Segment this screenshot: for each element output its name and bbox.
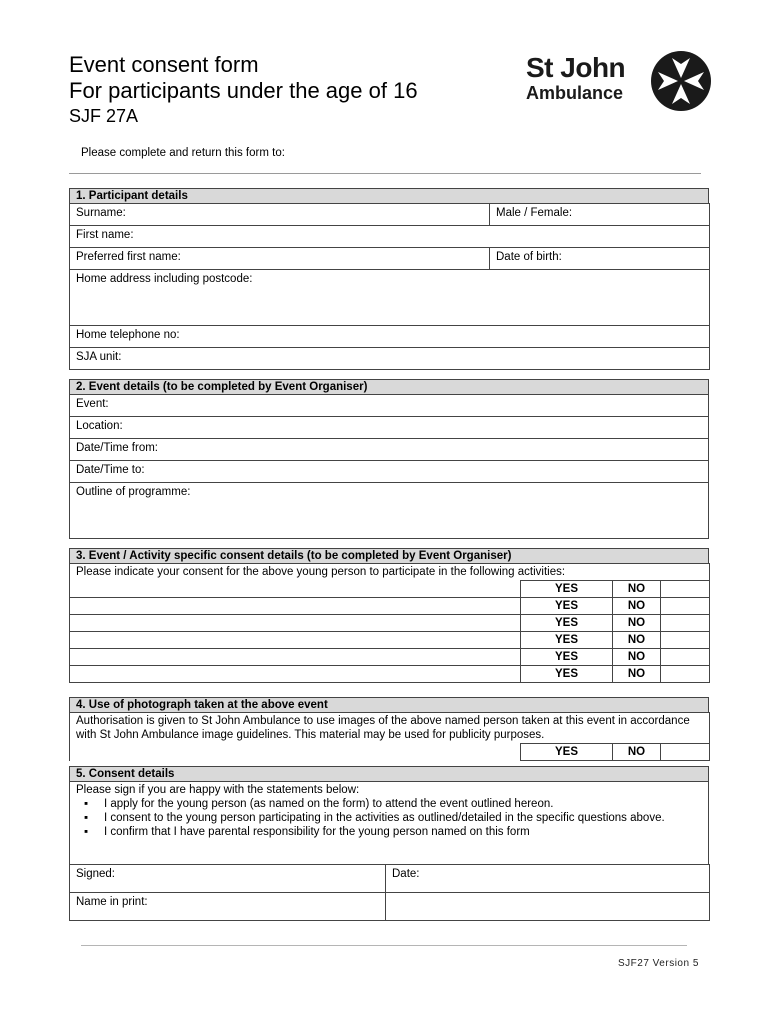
logo-line-1: St John — [526, 52, 626, 83]
footer-divider — [81, 945, 687, 946]
title-line-1: Event consent form — [69, 52, 259, 77]
name-in-print-field[interactable]: Name in print: — [70, 893, 386, 921]
st-john-logo — [526, 50, 712, 112]
activity-row — [70, 632, 710, 649]
yes-option[interactable]: YES — [521, 666, 613, 683]
activity-instruction: Please indicate your consent for the above young person to participate in the following activities: — [70, 564, 710, 581]
maltese-cross-icon — [650, 50, 712, 112]
title-line-2: For participants under the age of 16 — [69, 78, 418, 103]
activity-row — [70, 615, 710, 632]
section-heading: 5. Consent details — [69, 766, 709, 781]
form-code: SJF 27A — [69, 106, 139, 126]
consent-details-section — [69, 766, 709, 921]
logo-line-2: Ambulance — [526, 83, 624, 103]
return-address-line — [69, 173, 701, 174]
photo-yes-option[interactable]: YES — [521, 744, 613, 761]
photo-no-option[interactable]: NO — [613, 744, 661, 761]
photo-answer-box[interactable] — [661, 744, 710, 761]
gender-field[interactable]: Male / Female: — [490, 204, 710, 226]
event-details-section — [69, 379, 709, 539]
answer-box[interactable] — [661, 649, 710, 666]
no-option[interactable]: NO — [613, 649, 661, 666]
no-option[interactable]: NO — [613, 615, 661, 632]
participant-details-section — [69, 188, 709, 370]
date-field[interactable]: Date: — [386, 865, 710, 893]
answer-box[interactable] — [661, 581, 710, 598]
preferred-name-field[interactable]: Preferred first name: — [70, 248, 490, 270]
consent-intro: Please sign if you are happy with the statements below: — [76, 784, 360, 796]
section-heading: 1. Participant details — [69, 188, 709, 203]
section-heading: 4. Use of photograph taken at the above event — [69, 697, 709, 712]
answer-box[interactable] — [661, 615, 710, 632]
return-instruction: Please complete and return this form to: — [81, 147, 285, 159]
activity-row — [70, 598, 710, 615]
no-option[interactable]: NO — [613, 632, 661, 649]
activity-consent-section — [69, 548, 709, 683]
consent-statement: ▪ I confirm that I have parental responsibility for the young person named on this form — [84, 825, 702, 839]
photograph-authorisation-text: Authorisation is given to St John Ambulance to use images of the above named person taken at this event in accordance with St John Ambulance image guidelines. This material may be used for publicity purposes. — [70, 713, 710, 744]
consent-statement: ▪ I consent to the young person participating in the activities as outlined/detailed in the specific questions above. — [84, 811, 702, 825]
no-option[interactable]: NO — [613, 581, 661, 598]
signature-field[interactable]: Signed: — [70, 865, 386, 893]
dob-field[interactable]: Date of birth: — [490, 248, 710, 270]
yes-option[interactable]: YES — [521, 649, 613, 666]
activity-row — [70, 649, 710, 666]
answer-box[interactable] — [661, 598, 710, 615]
yes-option[interactable]: YES — [521, 632, 613, 649]
surname-field[interactable]: Surname: — [70, 204, 490, 226]
yes-option[interactable]: YES — [521, 581, 613, 598]
activity-field[interactable] — [70, 632, 521, 649]
no-option[interactable]: NO — [613, 666, 661, 683]
event-field[interactable]: Event: — [70, 395, 709, 417]
activity-row — [70, 581, 710, 598]
no-option[interactable]: NO — [613, 598, 661, 615]
programme-outline-field[interactable]: Outline of programme: — [70, 483, 709, 539]
activity-row — [70, 666, 710, 683]
activity-field[interactable] — [70, 649, 521, 666]
first-name-field[interactable]: First name: — [70, 226, 710, 248]
activity-field[interactable] — [70, 598, 521, 615]
address-field[interactable]: Home address including postcode: — [70, 270, 710, 326]
activity-field[interactable] — [70, 581, 521, 598]
date-from-field[interactable]: Date/Time from: — [70, 439, 709, 461]
answer-box[interactable] — [661, 632, 710, 649]
location-field[interactable]: Location: — [70, 417, 709, 439]
consent-statement: ▪ I apply for the young person (as named on the form) to attend the event outlined hereon. — [84, 797, 702, 811]
photograph-consent-section — [69, 697, 709, 761]
section-heading: 2. Event details (to be completed by Event Organiser) — [69, 379, 709, 394]
version-label: SJF27 Version 5 — [618, 958, 699, 969]
section-heading: 3. Event / Activity specific consent details (to be completed by Event Organiser) — [69, 548, 709, 563]
sja-unit-field[interactable]: SJA unit: — [70, 348, 710, 370]
activity-field[interactable] — [70, 615, 521, 632]
yes-option[interactable]: YES — [521, 598, 613, 615]
yes-option[interactable]: YES — [521, 615, 613, 632]
consent-statements — [69, 781, 709, 865]
telephone-field[interactable]: Home telephone no: — [70, 326, 710, 348]
answer-box[interactable] — [661, 666, 710, 683]
activity-field[interactable] — [70, 666, 521, 683]
date-to-field[interactable]: Date/Time to: — [70, 461, 709, 483]
form-title — [69, 52, 418, 128]
